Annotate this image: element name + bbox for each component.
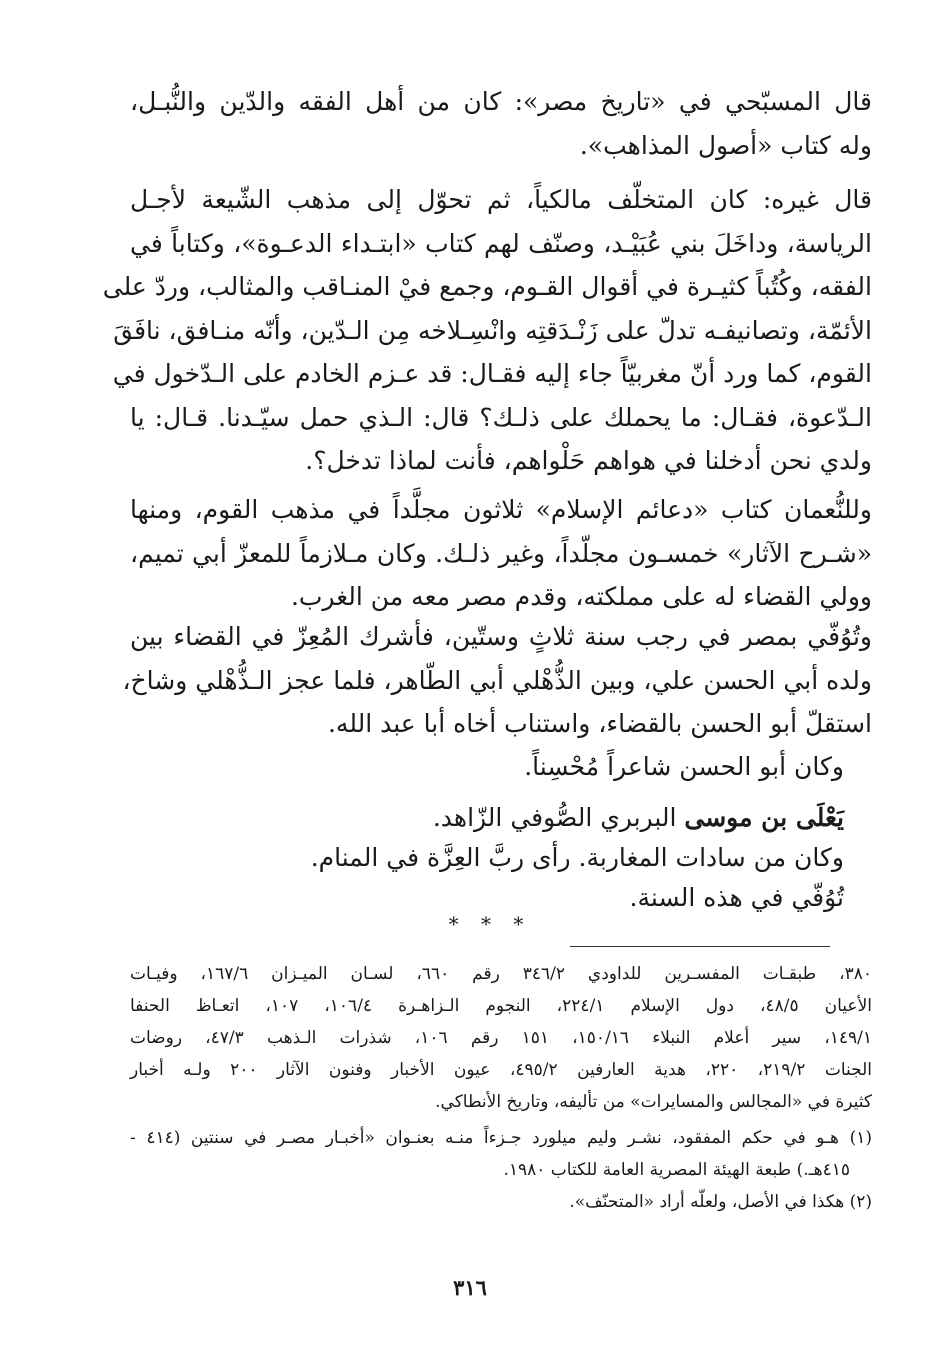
footnote-line: ٣٨٠، طبقـات المفسـرين للداودي ٣٤٦/٢ رقم ٦٦٠، لسـان الميـزان ١٦٧/٦، وفيـات — [130, 964, 872, 984]
footnote-1 — [130, 1122, 872, 1186]
paragraph-numan-books — [130, 488, 872, 619]
text-line: الأئمّة، وتصانيفـه تدلّ على زَنْـدَقتِه وانْسِـلاخه مِن الـدّين، وأنّه منـافق، نافَقَ — [113, 315, 872, 345]
footnote-line: ٤١٥هـ.) طبعة الهيئة المصرية العامة للكتاب ١٩٨٠. — [503, 1160, 850, 1180]
text-line: وللنُّعمان كتاب «دعائم الإسلام» ثلاثون مجلَّداً في مذهب القوم، ومنها — [130, 495, 872, 524]
text-line: القوم، كما ورد أنّ مغربيّاً جاء إليه فقـال: قد عـزم الخادم على الـدّخول في — [112, 359, 872, 388]
footnote-sources — [130, 958, 872, 1118]
paragraph-poet-note: وكان أبو الحسن شاعراً مُحْسِناً. — [524, 752, 844, 781]
footnotes — [130, 958, 872, 1218]
section-separator: * * * — [448, 912, 532, 936]
text-line: الفقه، وكُتُباً كثيـرة في أقوال القـوم، وجمع فيْ المنـاقب والمثالب، وردّ على — [102, 272, 872, 301]
footnote-line: (٢) هكذا في الأصل، ولعلّه أراد «المتحنّف». — [569, 1192, 872, 1212]
footnote-line: كثيرة في «المجالس والمسايرات» من تأليفه، وتاريخ الأنطاكي. — [435, 1092, 872, 1112]
paragraph-death-succession — [122, 615, 872, 746]
entry-name: يَعْلَى بن موسى — [684, 803, 844, 832]
paragraph-other-account — [102, 178, 872, 483]
footnote-line: (١) هـو في حكم المفقود، نشـر وليم ميلورد جـزءاً منـه بعنـوان «أخبـار مصـر في سنتين (٤١٤ - — [130, 1128, 872, 1148]
footnote-2 — [130, 1186, 872, 1218]
text-line: «شـرح الآثار» خمسـون مجلّداً، وغير ذلـك. وكان مـلازماً للمعزّ أبي تميم، — [130, 538, 872, 568]
footnote-line: الجنات ٢١٩/٢، ٢٢٠، هدية العارفين ٤٩٥/٢، عيون الأخبار وفنون الآثار ٢٠٠ ولـه أخبار — [130, 1060, 873, 1080]
text-line: الرياسة، وداخَلَ بني عُبَيْـد، وصنّف لهم كتاب «ابتـداء الدعـوة»، وكتاباً في — [130, 228, 872, 258]
biography-entry — [224, 798, 844, 918]
footnote-rule — [570, 946, 830, 947]
entry-line: وكان من سادات المغاربة. رأى ربَّ العِزَّة في المنام. — [310, 843, 844, 872]
text-line: قال غيره: كان المتخلّف مالكياً، ثم تحوّل إلى مذهب الشّيعة لأجـل — [130, 185, 872, 214]
page-number: ٣١٦ — [453, 1275, 487, 1300]
text-line: الـدّعوة، فقـال: ما يحملك على ذلـك؟ قال: الـذي حمل سيّـدنا. قـال: يا — [130, 402, 872, 432]
text-line: استقلّ أبو الحسن بالقضاء، واستناب أخاه أبا عبد الله. — [327, 709, 872, 738]
text-line: وتُوُفّي بمصر في رجب سنة ثلاثٍ وستّين، فأشرك المُعِزّ في القضاء بين — [130, 622, 872, 651]
entry-name-rest: البربري الصُّوفي الزّاهد. — [432, 803, 685, 832]
text-line: ولدي نحن أدخلنا في هواهم حَلْواهم، فأنت لماذا تدخل؟. — [305, 446, 872, 475]
footnote-line: ١٤٩/١، سير أعلام النبلاء ١٥٠/١٦، ١٥١ رقم ١٠٦، شذرات الـذهب ٤٧/٣، روضات — [130, 1028, 872, 1048]
text-line: وله كتاب «أصول المذاهب». — [579, 131, 872, 160]
text-line: وولي القضاء له على مملكته، وقدم مصر معه من الغرب. — [290, 582, 872, 611]
footnote-line: الأعيان ٤٨/٥، دول الإسلام ٢٢٤/١، النجوم الـزاهـرة ١٠٦/٤، ١٠٧، اتعـاظ الحنفا — [130, 996, 872, 1016]
text-line: ولده أبي الحسن علي، وبين الذُّهْلي أبي الطّاهر، فلما عجز الـذُّهْلي وشاخ، — [122, 665, 872, 695]
paragraph-historian-quote — [130, 80, 872, 168]
entry-heading — [224, 798, 844, 838]
text-line: قال المسبّحي في «تاريخ مصر»: كان من أهل الفقه والدّين والنُّبـل، — [130, 87, 872, 116]
entry-line: تُوُفّي في هذه السنة. — [629, 883, 844, 912]
